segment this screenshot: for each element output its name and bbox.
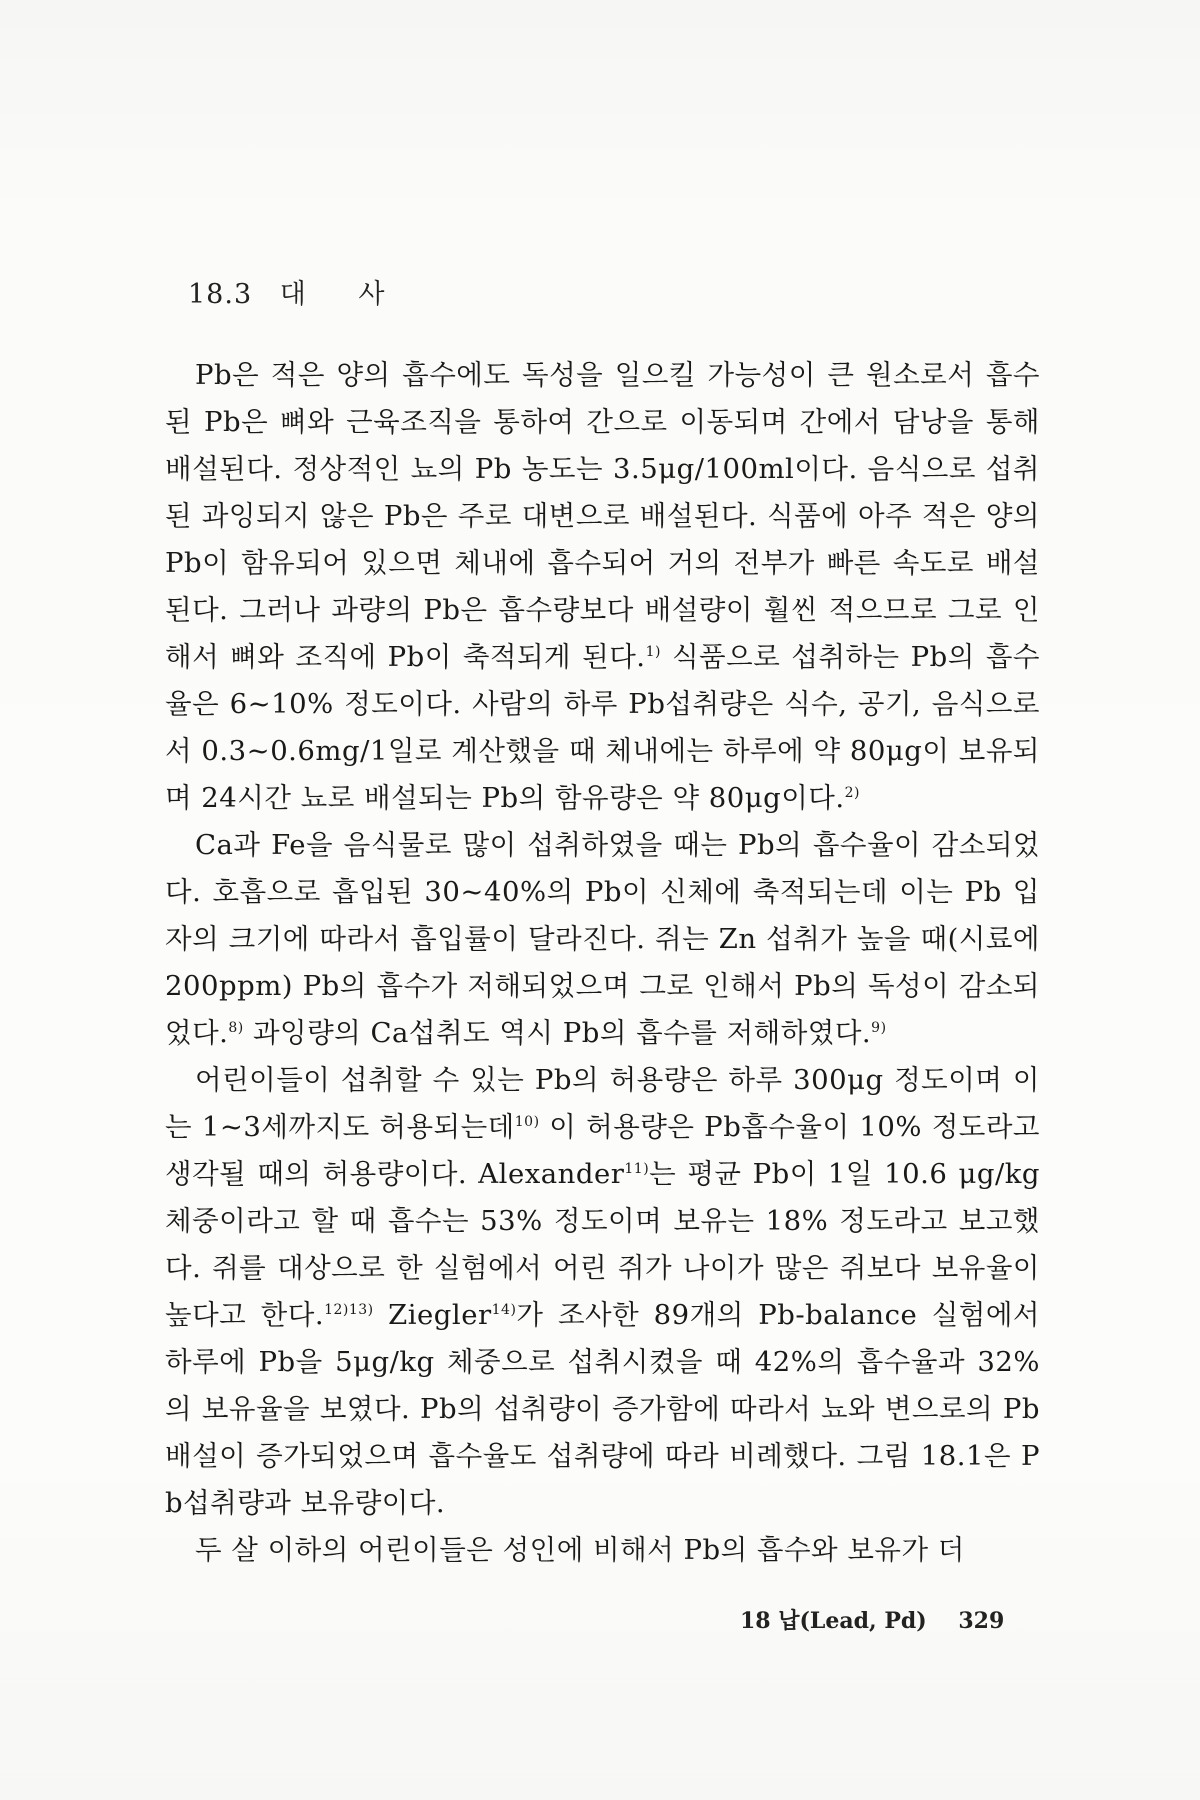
section-heading: [188, 272, 406, 311]
text-run: 두 살 이하의 어린이들은 성인에 비해서 Pb의 흡수와 보유가 더: [195, 1534, 965, 1566]
text-run: 어린이들이 섭취할 수 있는 Pb의 허용량은 하루 300μg 정도이며 이는 1~3세까지도 허용되는데: [165, 1064, 1040, 1143]
text-run: 가 조사한 89개의 Pb-balance 실험에서 하루에 Pb을 5μg/kg 체중으로 섭취시켰을 때 42%의 흡수율과 32%의 보유율을 보였다. Pb의 섭취량이 증가함에 따라서 뇨와 변으로의 Pb배설이 증가되었으며 흡수율도 섭취량에 따라 비례했다. 그림 18.1은 Pb섭취량과 보유량이다.: [165, 1299, 1040, 1519]
text-run: Pb은 적은 양의 흡수에도 독성을 일으킬 가능성이 큰 원소로서 흡수된 Pb은 뼈와 근육조직을 통하여 간으로 이동되며 간에서 담낭을 통해 배설된다. 정상적인 뇨의 Pb 농도는 3.5μg/100ml이다. 음식으로 섭취된 과잉되지 않은 Pb은 주로 대변으로 배설된다. 식품에 아주 적은 양의 Pb이 함유되어 있으면 체내에 흡수되어 거의 전부가 빠른 속도로 배설된다. 그러나 과량의 Pb은 흡수량보다 배설량이 훨씬 적으므로 그로 인해서 뼈와 조직에 Pb이 축적되게 된다.: [165, 359, 1040, 673]
page-number: 329: [958, 1608, 1005, 1634]
body-text: [165, 352, 1040, 1574]
citation-marker: 1): [645, 644, 661, 660]
text-run: 는 평균 Pb이 1일 10.6 μg/kg 체중이라고 할 때 흡수는 53% 정도이며 보유는 18% 정도라고 보고했다. 쥐를 대상으로 한 실험에서 어린 쥐가 나이가 많은 쥐보다 보유율이 높다고 한다.: [165, 1158, 1041, 1331]
citation-marker: 2): [844, 785, 860, 801]
text-run: Ziegler: [373, 1299, 492, 1331]
text-run: 과잉량의 Ca섭취도 역시 Pb의 흡수를 저해하였다.: [243, 1017, 872, 1049]
citation-marker: 11): [624, 1161, 650, 1177]
paragraph: [165, 352, 1040, 822]
paragraph: [165, 822, 1040, 1057]
running-head: 18 납(Lead, Pd): [740, 1608, 927, 1634]
citation-marker: 8): [228, 1020, 244, 1036]
paragraph: [165, 1527, 1040, 1574]
text-run: 이 허용량은 Pb흡수율이 10% 정도라고 생각될 때의 허용량이다. Alexander: [165, 1111, 1040, 1190]
paragraph: [165, 1057, 1040, 1527]
citation-marker: 12)13): [324, 1302, 374, 1318]
citation-marker: 14): [491, 1302, 517, 1318]
section-number: 18.3: [188, 279, 253, 310]
citation-marker: 9): [871, 1020, 887, 1036]
section-title: 대 사: [279, 279, 407, 310]
page-footer: [740, 1604, 1004, 1635]
citation-marker: 10): [514, 1114, 540, 1130]
text-run: Ca과 Fe을 음식물로 많이 섭취하였을 때는 Pb의 흡수율이 감소되었다. 호흡으로 흡입된 30~40%의 Pb이 신체에 축적되는데 이는 Pb 입자의 크기에 따라서 흡입률이 달라진다. 쥐는 Zn 섭취가 높을 때(시료에 200ppm) Pb의 흡수가 저해되었으며 그로 인해서 Pb의 독성이 감소되었다.: [165, 829, 1040, 1049]
text-run: 식품으로 섭취하는 Pb의 흡수율은 6~10% 정도이다. 사람의 하루 Pb섭취량은 식수, 공기, 음식으로서 0.3~0.6mg/1일로 계산했을 때 체내에는 하루에 약 80μg이 보유되며 24시간 뇨로 배설되는 Pb의 함유량은 약 80μg이다.: [165, 641, 1040, 814]
